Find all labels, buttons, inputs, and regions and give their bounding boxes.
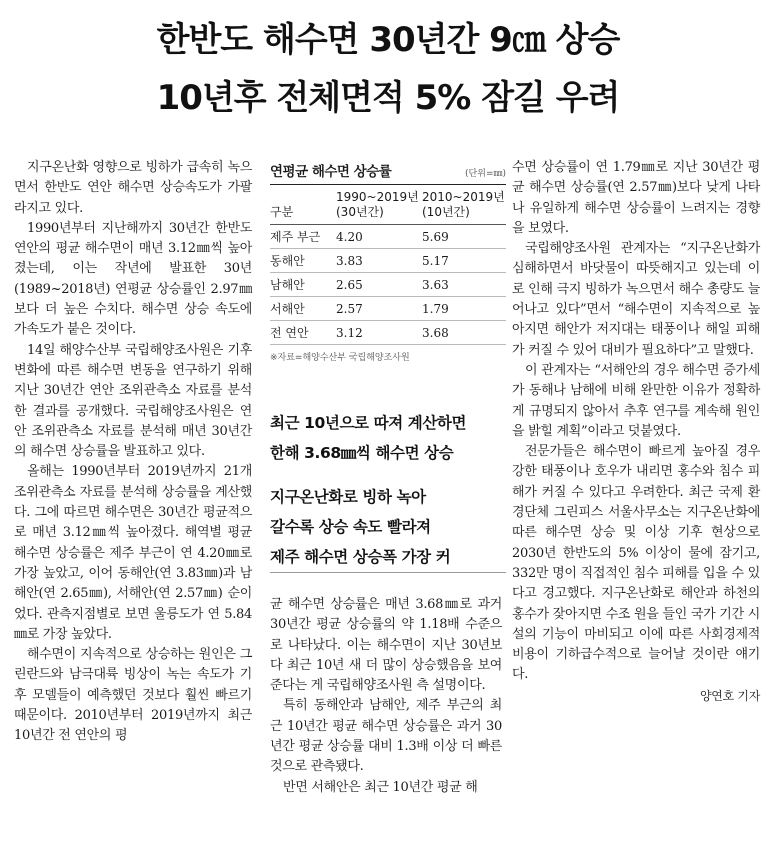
paragraph: 1990년부터 지난해까지 30년간 한반도 연안의 평균 해수면이 매년 3.12㎜씩 높아졌는데, 이는 작년에 발표한 30년(1989~2018년) 연평균 상승률인 2.97㎜보다 더 높은 수치다. 해수면 상승 속도에 가속도가 붙은 것이다. (14, 220, 252, 338)
value-10y: 5.17 (422, 249, 506, 273)
pull-quote-2 (270, 482, 506, 572)
table-row (270, 297, 506, 321)
pull-quote-line: 갈수록 상승 속도 빨라져 (270, 518, 431, 536)
header-region: 구분 (270, 187, 336, 225)
headline-line-2: 10년후 전체면적 5% 잠길 우려 (156, 78, 620, 118)
region-cell: 서해안 (270, 297, 336, 321)
paragraph: 14일 해양수산부 국립해양조사원은 기후변화에 따른 해수면 변동을 연구하기 위해 지난 30년간 연안 조위관측소 자료를 분석한 결과를 공개했다. 국립해양조사원은 연안 조위관측소 자료를 분석해 매년 30년간의 해수면 상승률을 발표하고 있다. (14, 342, 252, 460)
value-30y: 3.83 (336, 249, 422, 273)
article-column-1 (14, 158, 252, 747)
sea-level-table-box (270, 160, 506, 363)
header-10-years (422, 187, 506, 225)
table-row (270, 225, 506, 249)
pull-quote-line: 지구온난화로 빙하 녹아 (270, 488, 426, 506)
paragraph: 전문가들은 해수면이 빠르게 높아질 경우 강한 태풍이나 호우가 내리면 홍수와 침수 피해가 커질 수 있다고 우려한다. 최근 국제 환경단체 그린피스 서울사무소는 지구온난화에 따른 해수면 상승 및 이상 기후 현상으로 2030년 한반도의 5% 이상이 물에 잠기고, 332만 명이 직접적인 침수 피해를 입을 수 있다고 경고했다. 지구온난화로 해안과 하천의 홍수가 잦아지면 수조 원을 들인 국가 기간 시설의 기능이 마비되고 이에 따른 사회경제적 비용이 기하급수적으로 늘어날 것이란 얘기다. (512, 444, 760, 683)
table-header-row (270, 187, 506, 225)
value-10y: 3.68 (422, 321, 506, 345)
paragraph: 균 해수면 상승률은 매년 3.68㎜로 과거 30년간 평균 상승률의 약 1.18배 수준으로 나타났다. 이는 해수면이 지난 30년보다 최근 10년 새 더 많이 상승했음을 보여준다는 게 국립해양조사원 측 설명이다. (270, 597, 502, 694)
value-10y: 5.69 (422, 225, 506, 249)
byline: 양연호 기자 (700, 688, 760, 703)
article-column-3 (512, 158, 760, 706)
article-column-2 (270, 595, 502, 798)
headline-line-1: 한반도 해수면 30년간 9㎝ 상승 (156, 20, 620, 60)
table-row (270, 321, 506, 345)
value-30y: 2.65 (336, 273, 422, 297)
value-30y: 2.57 (336, 297, 422, 321)
table-header-bar (270, 160, 506, 185)
header-30-years (336, 187, 422, 225)
region-cell: 남해안 (270, 273, 336, 297)
table-source: ※자료=해양수산부 국립해양조사원 (270, 353, 410, 363)
paragraph: 지구온난화 영향으로 빙하가 급속히 녹으면서 한반도 연안 해수면 상승속도가 가팔라지고 있다. (14, 160, 252, 216)
region-cell: 동해안 (270, 249, 336, 273)
table-title: 연평균 해수면 상승률 (270, 164, 392, 180)
table-row (270, 273, 506, 297)
paragraph: 수면 상승률이 연 1.79㎜로 지난 30년간 평균 해수면 상승률(연 2.57㎜)보다 낮게 나타나 유일하게 해수면 상승률이 느려지는 경향을 보였다. (512, 160, 760, 236)
header-10-years-text: 2010~2019년 (10년간) (422, 190, 505, 219)
sea-level-rise-table (270, 187, 506, 345)
region-cell: 전 연안 (270, 321, 336, 345)
header-30-years-text: 1990~2019년 (30년간) (336, 190, 419, 219)
divider (270, 572, 506, 573)
value-30y: 4.20 (336, 225, 422, 249)
value-10y: 3.63 (422, 273, 506, 297)
paragraph: 이 관계자는 “서해안의 경우 해수면 증가세가 동해나 남해에 비해 완만한 이유가 정확하게 규명되지 않아서 추후 연구를 계속해 원인을 밝힐 계획”이라고 덧붙였다. (512, 362, 760, 439)
table-unit: (단위=㎜) (465, 169, 506, 179)
paragraph: 해수면이 지속적으로 상승하는 원인은 그린란드와 남극대륙 빙상이 녹는 속도가 기후 모델들이 예측했던 것보다 훨씬 빠르기 때문이다. 2010년부터 2019년까지 최근 10년간 전 연안의 평 (14, 647, 252, 744)
table-row (270, 249, 506, 273)
value-30y: 3.12 (336, 321, 422, 345)
paragraph: 반면 서해안은 최근 10년간 평균 해 (283, 779, 478, 795)
paragraph: 국립해양조사원 관계자는 “지구온난화가 심해하면서 바닷물이 따뜻해지고 있는데 이로 인해 극지 빙하가 녹으면서 해수 총량도 늘어나고 있다”면서 “해수면이 지속적으로 높아지면 해안가 저지대는 태풍이나 해일 피해가 커질 수 있어 대비가 필요하다”고 말했다. (512, 241, 760, 358)
paragraph: 특히 동해안과 남해안, 제주 부근의 최근 10년간 평균 해수면 상승률은 과거 30년간 평균 상승률 대비 1.3배 이상 더 빠른 것으로 관측됐다. (270, 698, 502, 775)
paragraph: 올해는 1990년부터 2019년까지 21개 조위관측소 자료를 분석해 상승률을 계산했다. 그에 따르면 해수면은 30년간 평균적으로 매년 3.12㎜씩 높아졌다. 해역별 평균 해수면 상승률은 제주 부근이 연 4.20㎜로 가장 높았고, 이어 동해안(연 3.83㎜)과 남해안(연 2.65㎜), 서해안(연 2.57㎜) 순이었다. 관측지점별로 보면 울릉도가 연 5.84㎜로 가장 높았다. (14, 464, 252, 642)
pull-quote-line: 한해 3.68㎜씩 해수면 상승 (270, 444, 454, 462)
pull-quote-line: 제주 해수면 상승폭 가장 커 (270, 548, 451, 566)
pull-quote-1 (270, 408, 506, 468)
value-10y: 1.79 (422, 297, 506, 321)
pull-quote-line: 최근 10년으로 따져 계산하면 (270, 414, 467, 432)
region-cell: 제주 부근 (270, 225, 336, 249)
